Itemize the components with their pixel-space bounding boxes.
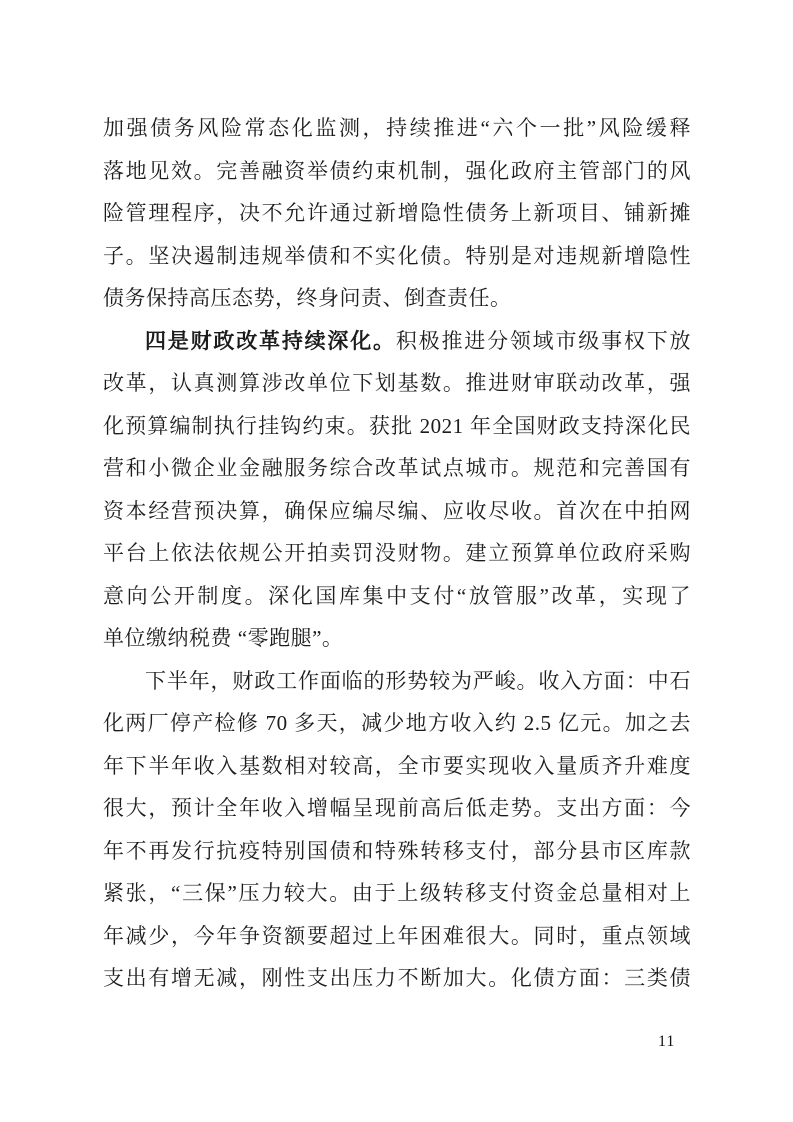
text-segment: 子。坚决遏制违规举债和不实化债。特别是对违规新增隐性 (103, 243, 691, 268)
text-line (103, 872, 691, 915)
text-line (103, 320, 691, 363)
text-segment: 意向公开制度。深化国库集中支付“放管服”改革，实现了 (103, 583, 691, 608)
text-line (103, 107, 691, 150)
text-line (103, 490, 691, 533)
text-segment: 化预算编制执行挂钩约束。获批 2021 年全国财政支持深化民 (103, 413, 691, 438)
bold-text-segment: 四是财政改革持续深化。 (145, 329, 396, 353)
text-segment: 险管理程序，决不允许通过新增隐性债务上新项目、铺新摊 (103, 201, 691, 225)
text-segment: 很大，预计全年收入增幅呈现前高后低走势。支出方面：今 (103, 796, 691, 820)
text-segment: 下半年，财政工作面临的形势较为严峻。收入方面：中石 (145, 668, 691, 693)
paragraph (103, 660, 691, 1000)
text-segment: 平台上依法依规公开拍卖罚没财物。建立预算单位政府采购 (103, 541, 691, 565)
text-line (103, 235, 691, 278)
text-segment: 加强债务风险常态化监测，持续推进“六个一批”风险缓释 (103, 116, 691, 140)
document-body (103, 107, 691, 1000)
text-line (103, 575, 691, 618)
text-line (103, 915, 691, 958)
text-line (103, 447, 691, 490)
text-line (103, 362, 691, 405)
page-number: 11 (658, 1033, 676, 1050)
text-line (103, 532, 691, 575)
text-segment: 营和小微企业金融服务综合改革试点城市。规范和完善国有 (103, 456, 691, 480)
text-line (103, 830, 691, 873)
text-line (103, 150, 691, 193)
text-segment: 紧张，“三保”压力较大。由于上级转移支付资金总量相对上 (103, 881, 691, 905)
text-segment: 年不再发行抗疫特别国债和特殊转移支付，部分县市区库款 (103, 838, 691, 863)
text-segment: 年减少，今年争资额要超过上年困难很大。同时，重点领域 (103, 923, 691, 948)
text-segment: 积极推进分领域市级事权下放 (395, 328, 691, 353)
text-segment: 资本经营预决算，确保应编尽编、应收尽收。首次在中拍网 (103, 498, 691, 523)
text-line (103, 277, 691, 320)
paragraph (103, 320, 691, 660)
text-line (103, 745, 691, 788)
text-line (103, 192, 691, 235)
text-line (103, 957, 691, 1000)
text-line (103, 617, 691, 660)
text-segment: 化两厂停产检修 70 多天，减少地方收入约 2.5 亿元。加之去 (103, 711, 691, 735)
text-segment: 年下半年收入基数相对较高，全市要实现收入量质齐升难度 (103, 753, 691, 778)
text-line (103, 702, 691, 745)
text-line (103, 405, 691, 448)
text-segment: 债务保持高压态势，终身问责、倒查责任。 (103, 286, 512, 310)
text-segment: 支出有增无减，刚性支出压力不断加大。化债方面：三类债 (103, 966, 691, 990)
text-segment: 单位缴纳税费 “零跑腿”。 (103, 626, 344, 650)
text-line (103, 660, 691, 703)
text-segment: 落地见效。完善融资举债约束机制，强化政府主管部门的风 (103, 158, 691, 183)
text-line (103, 787, 691, 830)
text-segment: 改革，认真测算涉改单位下划基数。推进财审联动改革，强 (103, 371, 691, 395)
paragraph (103, 107, 691, 320)
